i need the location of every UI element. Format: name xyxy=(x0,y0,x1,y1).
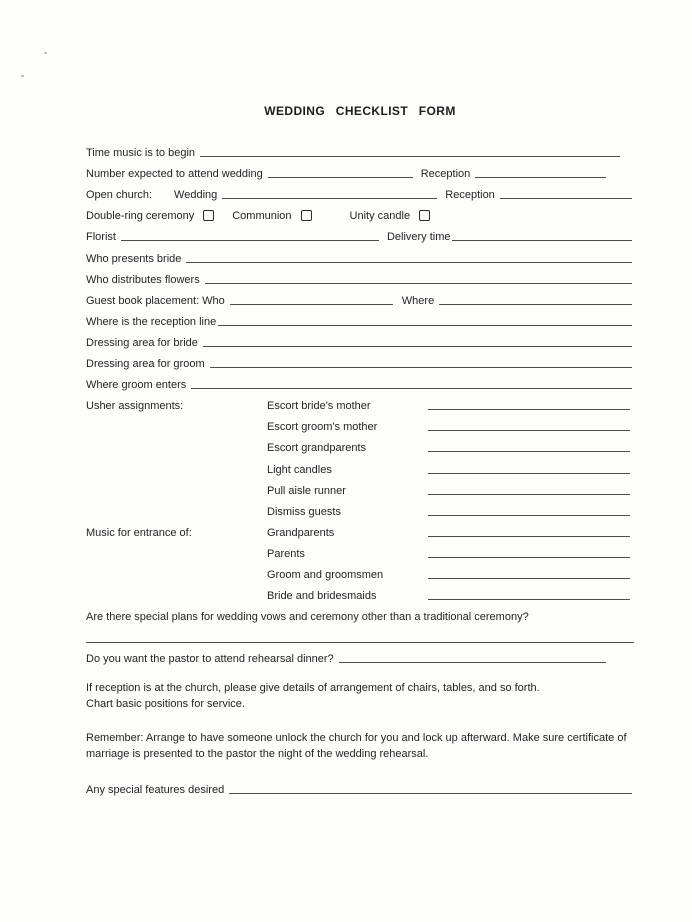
field-label: Guest book placement: Who xyxy=(86,294,225,307)
field-label: Unity candle xyxy=(349,210,411,223)
scan-speck xyxy=(21,75,25,78)
fill-line xyxy=(191,388,632,389)
usher-item-label: Escort groom's mother xyxy=(267,421,378,434)
field-label: Open church: xyxy=(86,189,153,202)
fill-line xyxy=(428,494,630,495)
usher-row xyxy=(86,434,634,455)
fill-line xyxy=(500,198,632,199)
form-row-dressing-bride xyxy=(86,329,634,350)
fill-line xyxy=(428,515,630,516)
fill-line xyxy=(222,198,437,199)
fill-line xyxy=(428,473,630,474)
scan-speck xyxy=(44,52,47,54)
fill-line xyxy=(218,325,632,326)
form-row-guest-book xyxy=(86,287,634,308)
question-text: Do you want the pastor to attend rehearsal dinner? xyxy=(86,652,334,665)
field-label: Where is the reception line xyxy=(86,315,217,328)
usher-row xyxy=(86,392,634,413)
unity-candle-checkbox-icon xyxy=(419,210,430,221)
form-row-open-church xyxy=(86,181,634,202)
form-row-presents-bride xyxy=(86,244,634,265)
form-row-special-features xyxy=(86,777,634,797)
form-row-checkboxes xyxy=(86,202,634,223)
question-pastor-dinner xyxy=(86,646,634,666)
music-item-label: Parents xyxy=(267,547,305,560)
answer-line-row xyxy=(86,624,634,646)
question-text: Are there special plans for wedding vows and ceremony other than a traditional ceremony? xyxy=(86,611,529,624)
fill-line xyxy=(268,177,413,178)
fill-line xyxy=(452,240,632,241)
field-label: Where xyxy=(401,294,435,307)
fill-line xyxy=(205,283,632,284)
field-label: Who presents bride xyxy=(86,252,182,265)
fill-line xyxy=(339,662,606,663)
field-label: Communion xyxy=(232,210,292,223)
music-item-label: Bride and bridesmaids xyxy=(267,590,377,603)
field-label: Who distributes flowers xyxy=(86,273,200,286)
fill-line xyxy=(203,346,632,347)
music-item-label: Grandparents xyxy=(267,526,335,539)
field-label: Dressing area for groom xyxy=(86,358,205,371)
usher-item-label: Escort grandparents xyxy=(267,442,367,455)
usher-item-label: Escort bride's mother xyxy=(267,400,371,413)
field-label: Delivery time xyxy=(386,231,451,244)
form-row-distributes-flowers xyxy=(86,266,634,287)
field-label: Double-ring ceremony xyxy=(86,210,195,223)
music-row xyxy=(86,519,634,540)
usher-row xyxy=(86,455,634,476)
fill-line xyxy=(186,262,632,263)
paragraph-reception-details xyxy=(86,680,634,712)
fill-line xyxy=(428,451,630,452)
usher-row xyxy=(86,413,634,434)
fill-line xyxy=(200,156,620,157)
fill-line xyxy=(210,367,632,368)
paragraph-line: If reception is at the church, please give details of arrangement of chairs, tables, and so forth. xyxy=(86,681,540,694)
question-special-plans xyxy=(86,603,634,624)
form-row-reception-line xyxy=(86,308,634,329)
field-label: Reception xyxy=(445,189,495,202)
field-label: Dressing area for bride xyxy=(86,336,198,349)
fill-line xyxy=(121,240,379,241)
paragraph-line: Chart basic positions for service. xyxy=(86,697,245,710)
music-row xyxy=(86,561,634,582)
fill-line xyxy=(428,578,630,579)
fill-line xyxy=(475,177,606,178)
form-row-florist xyxy=(86,223,634,244)
paragraph-remember: Remember: Arrange to have someone unlock the church for you and lock up afterward. Make sure certificate of marriage is presented to the pastor the night of the wedding rehearsal. xyxy=(86,731,627,760)
usher-heading: Usher assignments: xyxy=(86,400,184,413)
usher-item-label: Dismiss guests xyxy=(267,505,341,518)
form-body xyxy=(86,139,634,797)
fill-line xyxy=(439,304,632,305)
field-label: Where groom enters xyxy=(86,379,187,392)
field-label: Time music is to begin xyxy=(86,147,196,160)
double-ring-checkbox-icon xyxy=(203,210,214,221)
form-row-attend xyxy=(86,160,634,181)
field-label: Any special features desired xyxy=(86,783,225,796)
usher-row xyxy=(86,477,634,498)
form-row-groom-enters xyxy=(86,371,634,392)
field-label: Florist xyxy=(86,231,116,244)
usher-item-label: Pull aisle runner xyxy=(267,484,346,497)
fill-line xyxy=(428,430,630,431)
fill-line xyxy=(428,536,630,537)
form-row-dressing-groom xyxy=(86,350,634,371)
music-item-label: Groom and groomsmen xyxy=(267,568,384,581)
fill-line xyxy=(428,599,630,600)
fill-line xyxy=(230,304,393,305)
fill-line xyxy=(86,642,634,643)
usher-row xyxy=(86,498,634,519)
communion-checkbox-icon xyxy=(301,210,312,221)
form-row-time-music xyxy=(86,139,634,160)
music-row xyxy=(86,540,634,561)
usher-item-label: Light candles xyxy=(267,463,332,476)
field-label: Number expected to attend wedding xyxy=(86,168,263,181)
fill-line xyxy=(428,409,630,410)
field-label: Reception xyxy=(420,168,471,181)
field-label: Wedding xyxy=(174,189,218,202)
music-heading: Music for entrance of: xyxy=(86,526,192,539)
fill-line xyxy=(229,793,632,794)
music-row xyxy=(86,582,634,603)
fill-line xyxy=(428,557,630,558)
form-title: WEDDING CHECKLIST FORM xyxy=(264,104,456,118)
